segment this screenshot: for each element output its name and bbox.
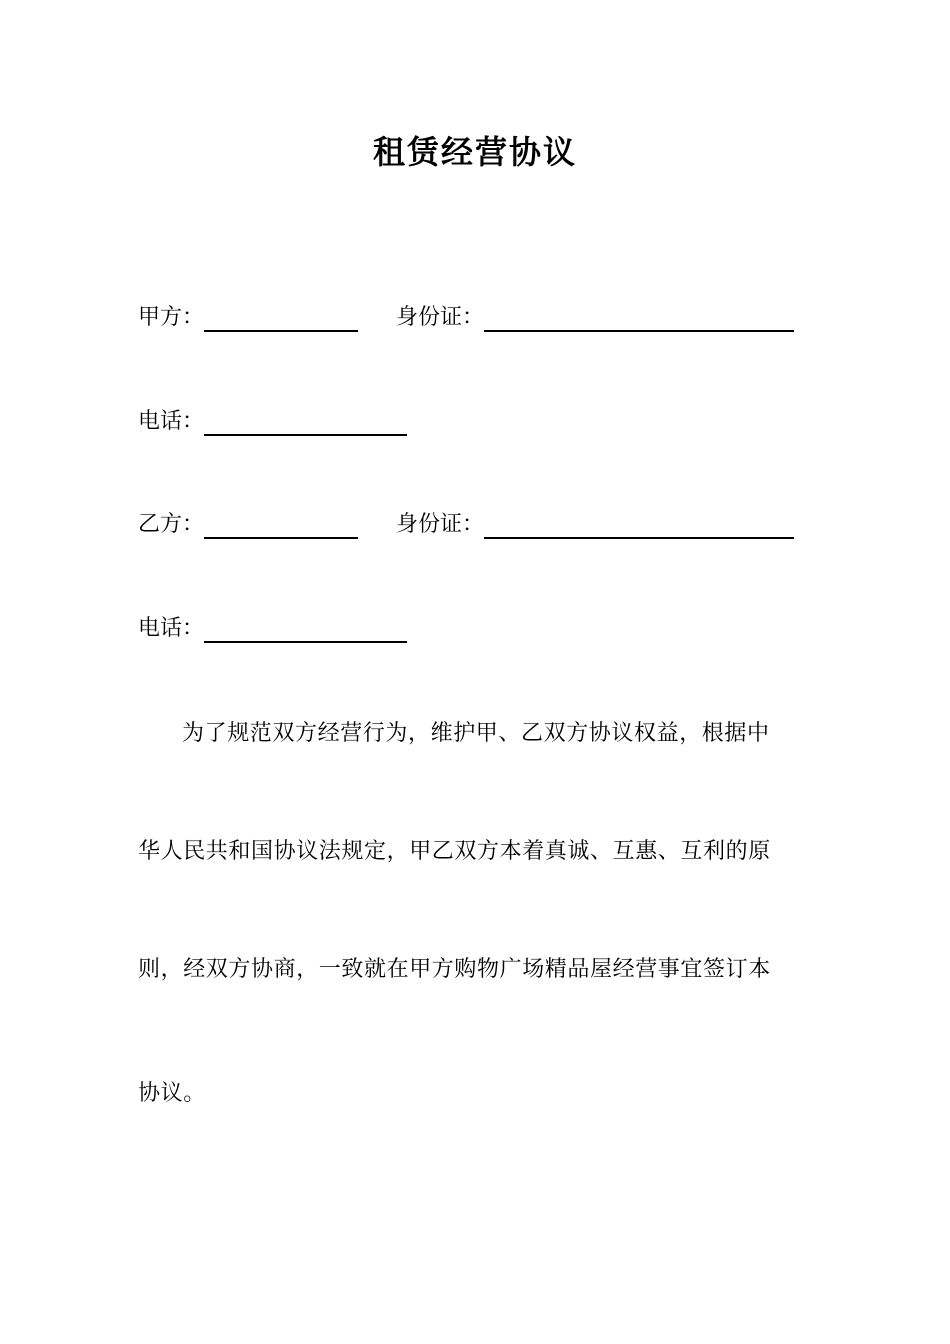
party-a-phone-label: 电话： (138, 409, 205, 434)
party-a-phone-blank[interactable] (204, 407, 407, 436)
party-a-phone-row (138, 402, 407, 442)
party-a-name-blank[interactable] (204, 303, 358, 332)
party-a-id-blank[interactable] (484, 303, 794, 332)
party-b-id-label: 身份证： (396, 512, 485, 537)
preamble-line: 协议。 (138, 1081, 206, 1106)
party-a-row (138, 298, 794, 338)
party-a-id-label: 身份证： (396, 305, 485, 330)
party-b-phone-row (138, 609, 407, 649)
document-title: 租赁经营协议 (372, 133, 577, 171)
party-b-phone-blank[interactable] (204, 614, 407, 643)
preamble-line: 华人民共和国协议法规定，甲乙双方本着真诚、互惠、互利的原 (138, 839, 771, 864)
party-a-label: 甲方： (138, 305, 205, 330)
party-b-phone-label: 电话： (138, 616, 205, 641)
party-b-name-blank[interactable] (204, 510, 358, 539)
party-b-id-blank[interactable] (484, 510, 794, 539)
preamble-line: 为了规范双方经营行为，维护甲、乙双方协议权益，根据中 (182, 721, 770, 746)
preamble-line: 则，经双方协商，一致就在甲方购物广场精品屋经营事宜签订本 (138, 957, 771, 982)
party-b-label: 乙方： (138, 512, 205, 537)
party-b-row (138, 505, 794, 545)
